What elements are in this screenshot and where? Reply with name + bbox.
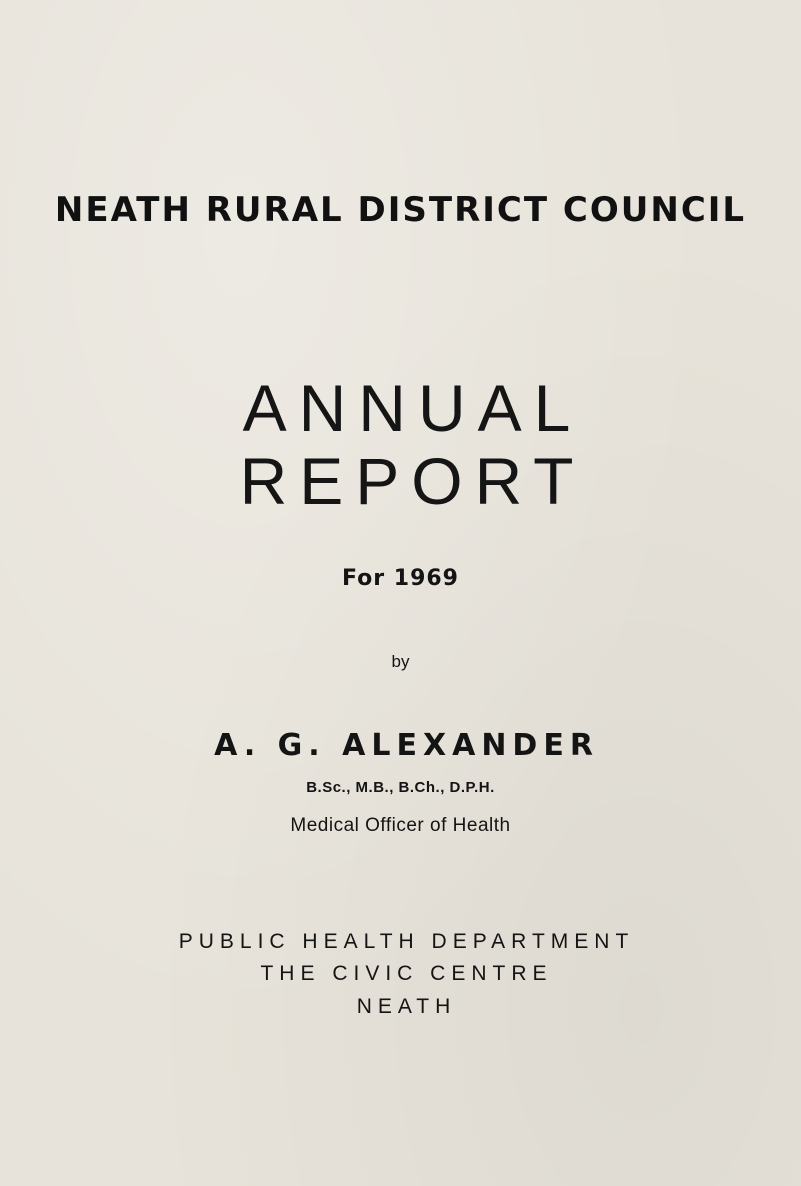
title-report: REPORT <box>239 444 586 518</box>
council-name: NEATH RURAL DISTRICT COUNCIL <box>54 190 747 230</box>
address-line-2: NEATH <box>356 995 457 1018</box>
author-role: Medical Officer of Health <box>290 815 511 836</box>
department-name: PUBLIC HEALTH DEPARTMENT <box>178 930 635 953</box>
address-line-1: THE CIVIC CENTRE <box>260 962 553 985</box>
by-label: by <box>391 652 410 671</box>
author-name: A. G. ALEXANDER <box>214 728 599 763</box>
report-year: For 1969 <box>342 566 459 591</box>
title-annual: ANNUAL <box>242 371 583 445</box>
author-qualifications: B.Sc., M.B., B.Ch., D.P.H. <box>306 779 495 796</box>
